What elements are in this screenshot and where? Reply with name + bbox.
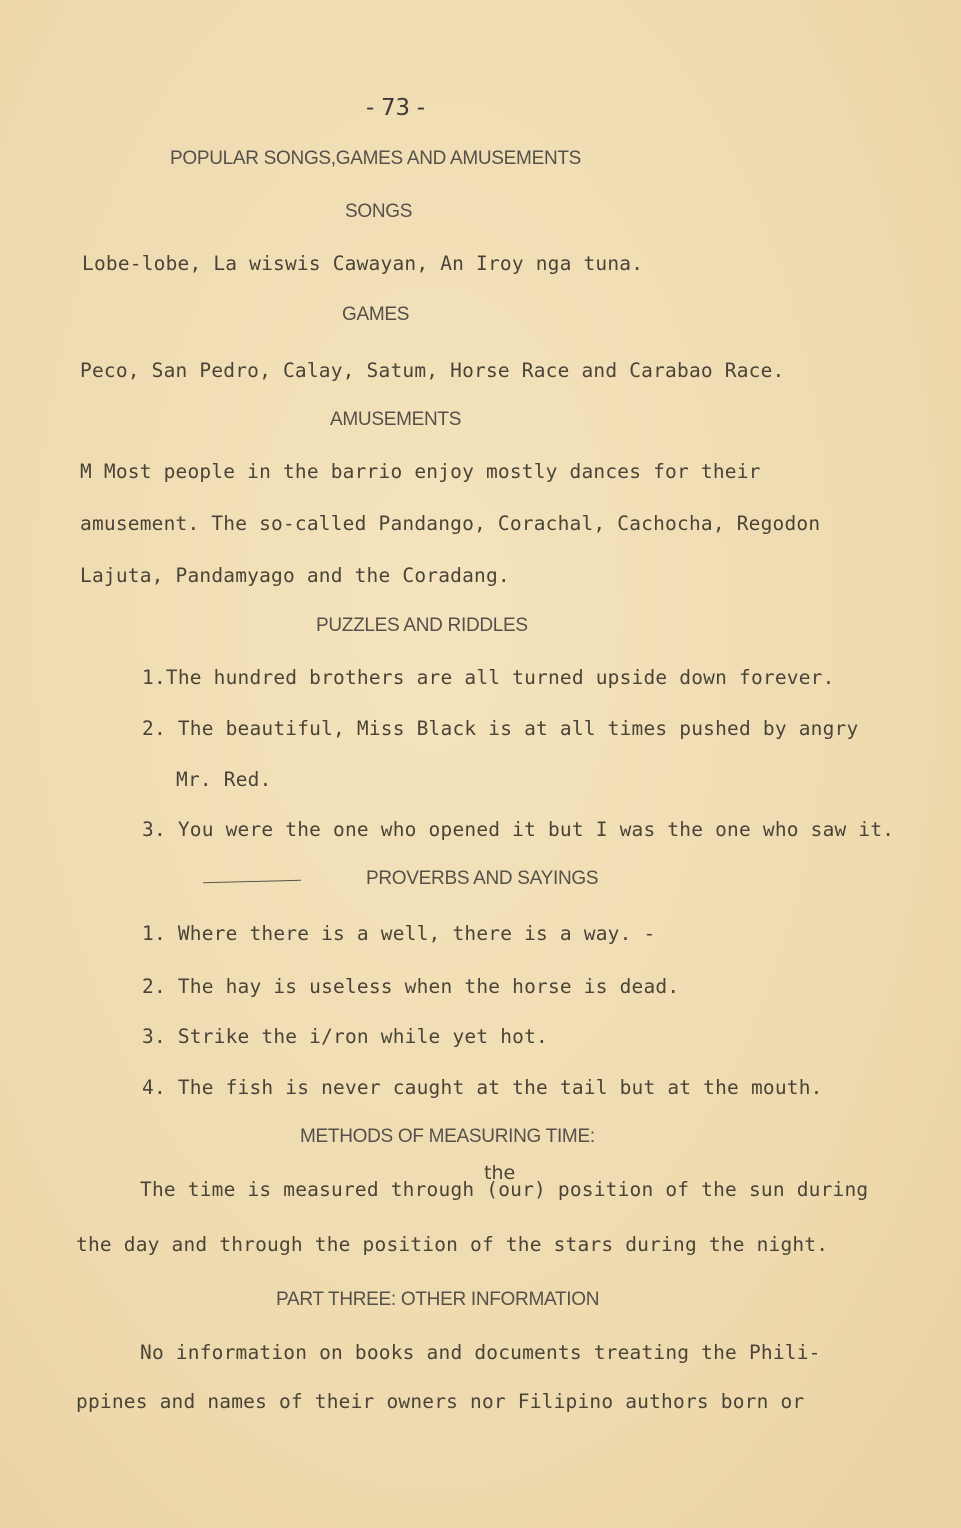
margin-dash-mark: [203, 880, 301, 884]
page-number: - 73 -: [366, 95, 425, 121]
handwritten-insertion: the: [484, 1162, 516, 1184]
amusements-line: M Most people in the barrio enjoy mostly dances for their: [80, 460, 761, 483]
time-line: the day and through the position of the stars during the night.: [76, 1233, 829, 1256]
time-line: The time is measured through (our) position of the sun during: [140, 1178, 869, 1201]
time-heading: METHODS OF MEASURING TIME:: [300, 1126, 595, 1147]
proverb-item: 2. The hay is useless when the horse is dead.: [142, 975, 680, 998]
puzzle-item: 3. You were the one who opened it but I was the one who saw it.: [142, 818, 895, 841]
part-three-heading: PART THREE: OTHER INFORMATION: [276, 1289, 600, 1310]
puzzles-heading: PUZZLES AND RIDDLES: [316, 615, 528, 636]
puzzle-item: 1.The hundred brothers are all turned upside down forever.: [142, 666, 835, 689]
songs-text: Lobe-lobe, La wiswis Cawayan, An Iroy nga tuna.: [82, 252, 644, 275]
proverb-item: 1. Where there is a well, there is a way. -: [142, 922, 656, 945]
page-title: POPULAR SONGS,GAMES AND AMUSEMENTS: [170, 148, 582, 169]
part-three-line: No information on books and documents treating the Phili-: [140, 1341, 821, 1364]
proverb-item: 3. Strike the i/ron while yet hot.: [142, 1025, 548, 1048]
games-heading: GAMES: [342, 304, 410, 325]
puzzle-item-continued: Mr. Red.: [176, 768, 272, 791]
part-three-line: ppines and names of their owners nor Filipino authors born or: [76, 1390, 805, 1413]
proverbs-heading: PROVERBS AND SAYINGS: [366, 868, 599, 889]
songs-heading: SONGS: [345, 201, 413, 222]
amusements-line: amusement. The so-called Pandango, Corachal, Cachocha, Regodon: [80, 512, 821, 535]
proverb-item: 4. The fish is never caught at the tail but at the mouth.: [142, 1076, 823, 1099]
amusements-heading: AMUSEMENTS: [330, 409, 462, 430]
amusements-line: Lajuta, Pandamyago and the Coradang.: [80, 564, 510, 587]
games-text: Peco, San Pedro, Calay, Satum, Horse Race and Carabao Race.: [80, 359, 785, 382]
puzzle-item: 2. The beautiful, Miss Black is at all times pushed by angry: [142, 717, 859, 740]
